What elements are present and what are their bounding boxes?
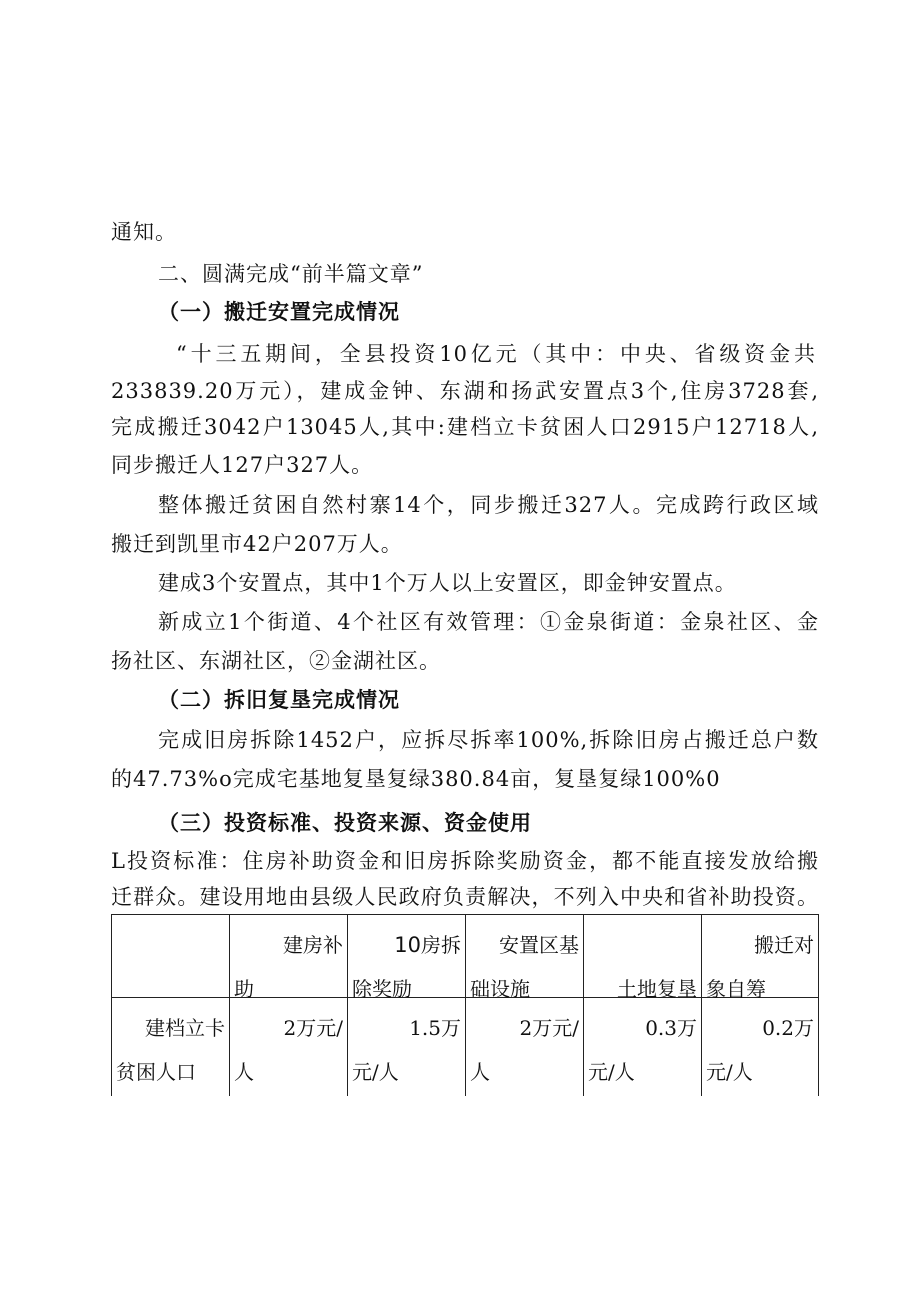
value-cell-self-funded: 0.2万 元/人 <box>702 998 819 1097</box>
value-cell-land-reclamation: 0.3万 元/人 <box>584 998 702 1097</box>
header-cell-demolition-reward: 10房拆 除奖励 <box>348 915 466 998</box>
paragraph-investment-line-1: L投资标准：住房补助资金和旧房拆除奖励资金，都不能直接发放给搬 <box>111 849 819 873</box>
subheading-investment: （三）投资标准、投资来源、资金使用 <box>158 810 532 835</box>
row-label-cell: 建档立卡 贫困人口 <box>112 998 230 1097</box>
header-cell-self-funded: 搬迁对 象自筹 <box>702 915 819 998</box>
table-row <box>112 998 819 1097</box>
paragraph-investment-line-2: 迁群众。建设用地由县级人民政府负责解决，不列入中央和省补助投资。 <box>111 885 819 909</box>
paragraph-sites: 建成3个安置点，其中1个万人以上安置区，即金钟安置点。 <box>158 571 737 595</box>
paragraph-relocation-line-2: 233839.20万元），建成金钟、东湖和扬武安置点3个,住房3728套, <box>111 379 819 403</box>
subheading-relocation: （一）搬迁安置完成情况 <box>158 299 400 324</box>
investment-standards-table <box>111 914 819 1096</box>
value-cell-housing-subsidy: 2万元/ 人 <box>230 998 348 1097</box>
header-cell-blank <box>112 915 230 998</box>
paragraph-notice-end: 通知。 <box>111 220 177 244</box>
paragraph-villages-line-2: 搬迁到凯里市42户207万人。 <box>111 532 403 556</box>
table-header-row <box>112 915 819 998</box>
header-cell-land-reclamation: 土地复垦 <box>584 915 702 998</box>
paragraph-relocation-line-3: 完成搬迁3042户13045人,其中:建档立卡贫困人口2915户12718人, <box>111 415 819 439</box>
paragraph-communities-line-2: 扬社区、东湖社区，②金湖社区。 <box>111 649 441 673</box>
paragraph-demolition-line-1: 完成旧房拆除1452户，应拆尽拆率100%,拆除旧房占搬迁总户数 <box>158 728 819 752</box>
header-cell-housing-subsidy: 建房补 助 <box>230 915 348 998</box>
value-cell-infrastructure: 2万元/ 人 <box>466 998 584 1097</box>
header-cell-infrastructure: 安置区基 础设施 <box>466 915 584 998</box>
value-cell-demolition-reward: 1.5万 元/人 <box>348 998 466 1097</box>
paragraph-relocation-line-1: “十三五期间，全县投资10亿元（其中：中央、省级资金共 <box>176 342 816 366</box>
paragraph-relocation-line-4: 同步搬迁人127户327人。 <box>111 453 374 477</box>
subheading-demolition: （二）拆旧复垦完成情况 <box>158 687 400 712</box>
paragraph-villages-line-1: 整体搬迁贫困自然村寨14个，同步搬迁327人。完成跨行政区域 <box>158 493 819 517</box>
section-heading-2: 二、圆满完成“前半篇文章” <box>158 262 424 286</box>
paragraph-communities-line-1: 新成立1个街道、4个社区有效管理：①金泉街道：金泉社区、金 <box>158 610 819 634</box>
paragraph-demolition-line-2: 的47.73%o完成宅基地复垦复绿380.84亩，复垦复绿100%0 <box>111 767 721 791</box>
